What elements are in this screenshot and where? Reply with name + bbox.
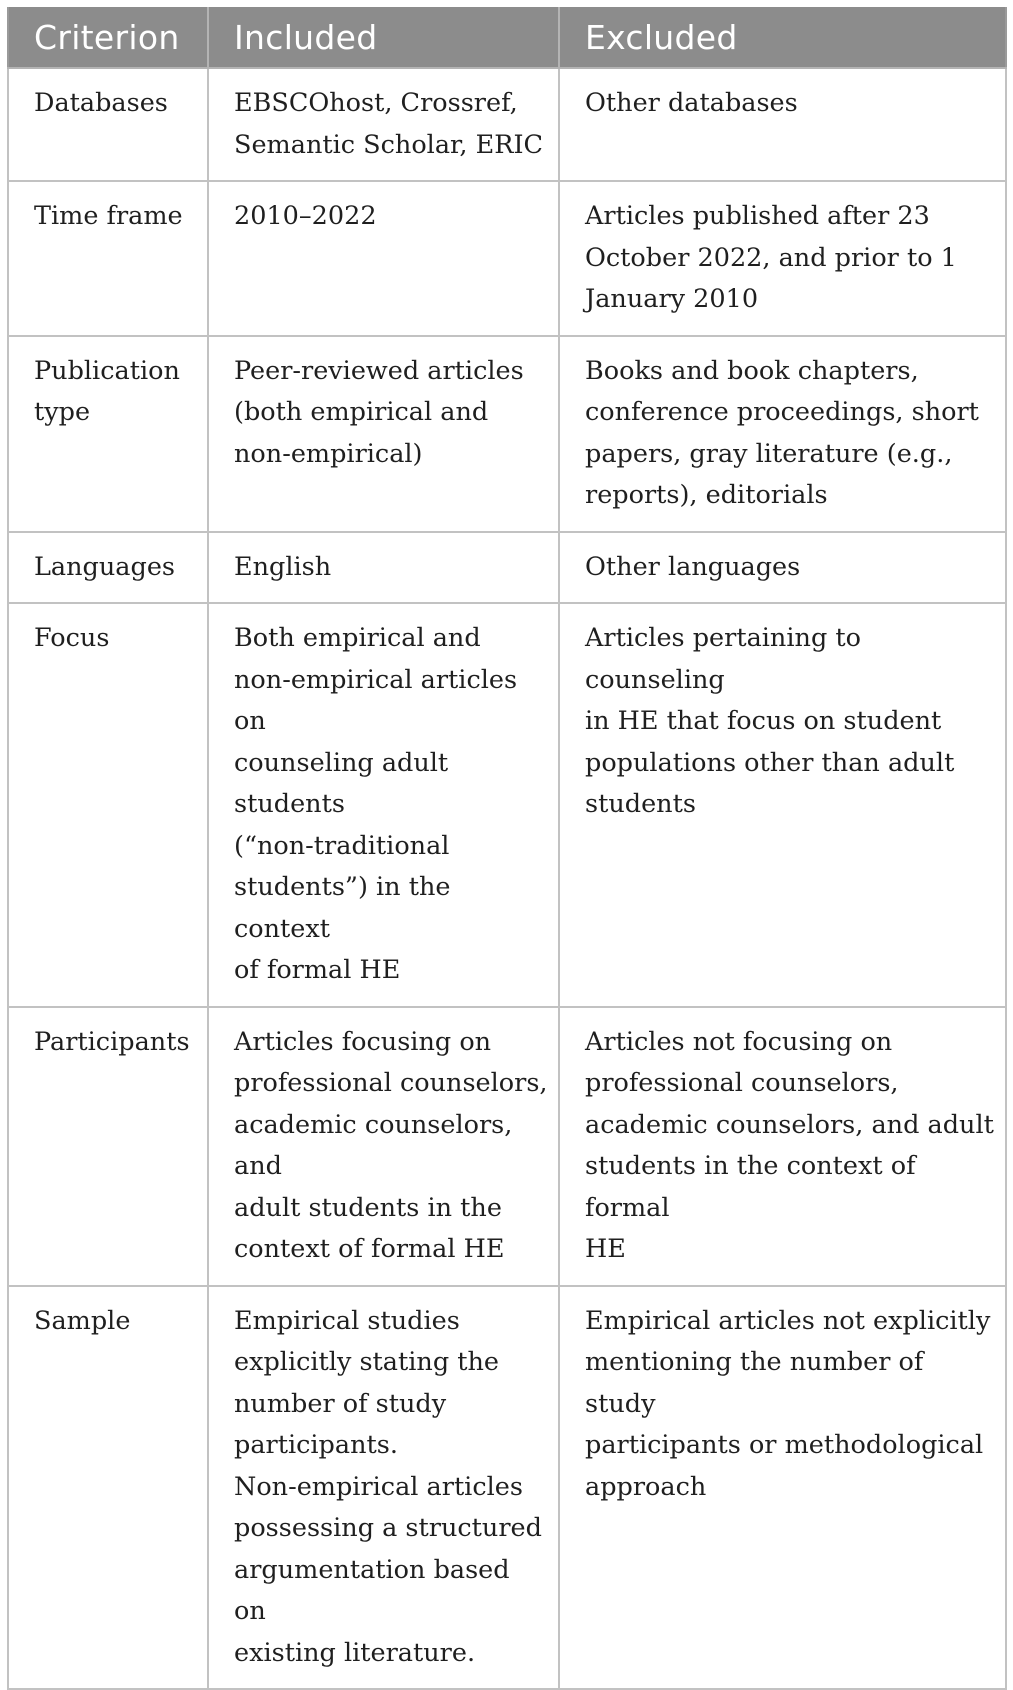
included-cell: Both empirical and non-empirical articles on counseling adult students (“non-traditional students”) in the context of formal HE [208,603,559,1007]
excluded-cell: Other databases [559,68,1006,181]
table-row [8,1286,1006,1690]
criterion-cell: Time frame [8,181,208,336]
criterion-cell: Languages [8,532,208,604]
criterion-cell: Participants [8,1007,208,1286]
criterion-cell: Publication type [8,336,208,532]
included-cell: Articles focusing on professional counselors, academic counselors, and adult students in the context of formal HE [208,1007,559,1286]
inclusion-exclusion-table [7,7,1007,1690]
included-cell: EBSCOhost, Crossref, Semantic Scholar, ERIC [208,68,559,181]
included-cell: Peer-reviewed articles (both empirical and non-empirical) [208,336,559,532]
table-row [8,532,1006,604]
table-body [8,68,1006,1689]
excluded-cell: Other languages [559,532,1006,604]
header-row [8,7,1006,68]
included-cell: Empirical studies explicitly stating the number of study participants. Non-empirical articles possessing a structured argumentation based on existing literature. [208,1286,559,1690]
header-criterion: Criterion [8,7,208,68]
header-excluded: Excluded [559,7,1006,68]
excluded-cell: Empirical articles not explicitly mentioning the number of study participants or methodological approach [559,1286,1006,1690]
table-row [8,336,1006,532]
excluded-cell: Articles not focusing on professional counselors, academic counselors, and adult students in the context of formal HE [559,1007,1006,1286]
criterion-cell: Sample [8,1286,208,1690]
table-row [8,1007,1006,1286]
table-row [8,68,1006,181]
table-header [8,7,1006,68]
criterion-cell: Focus [8,603,208,1007]
criterion-cell: Databases [8,68,208,181]
header-included: Included [208,7,559,68]
excluded-cell: Articles pertaining to counseling in HE that focus on student populations other than adult students [559,603,1006,1007]
included-cell: English [208,532,559,604]
excluded-cell: Books and book chapters, conference proceedings, short papers, gray literature (e.g., reports), editorials [559,336,1006,532]
included-cell: 2010–2022 [208,181,559,336]
excluded-cell: Articles published after 23 October 2022, and prior to 1 January 2010 [559,181,1006,336]
table-row [8,181,1006,336]
table-row [8,603,1006,1007]
criteria-table-container [7,7,1005,1690]
